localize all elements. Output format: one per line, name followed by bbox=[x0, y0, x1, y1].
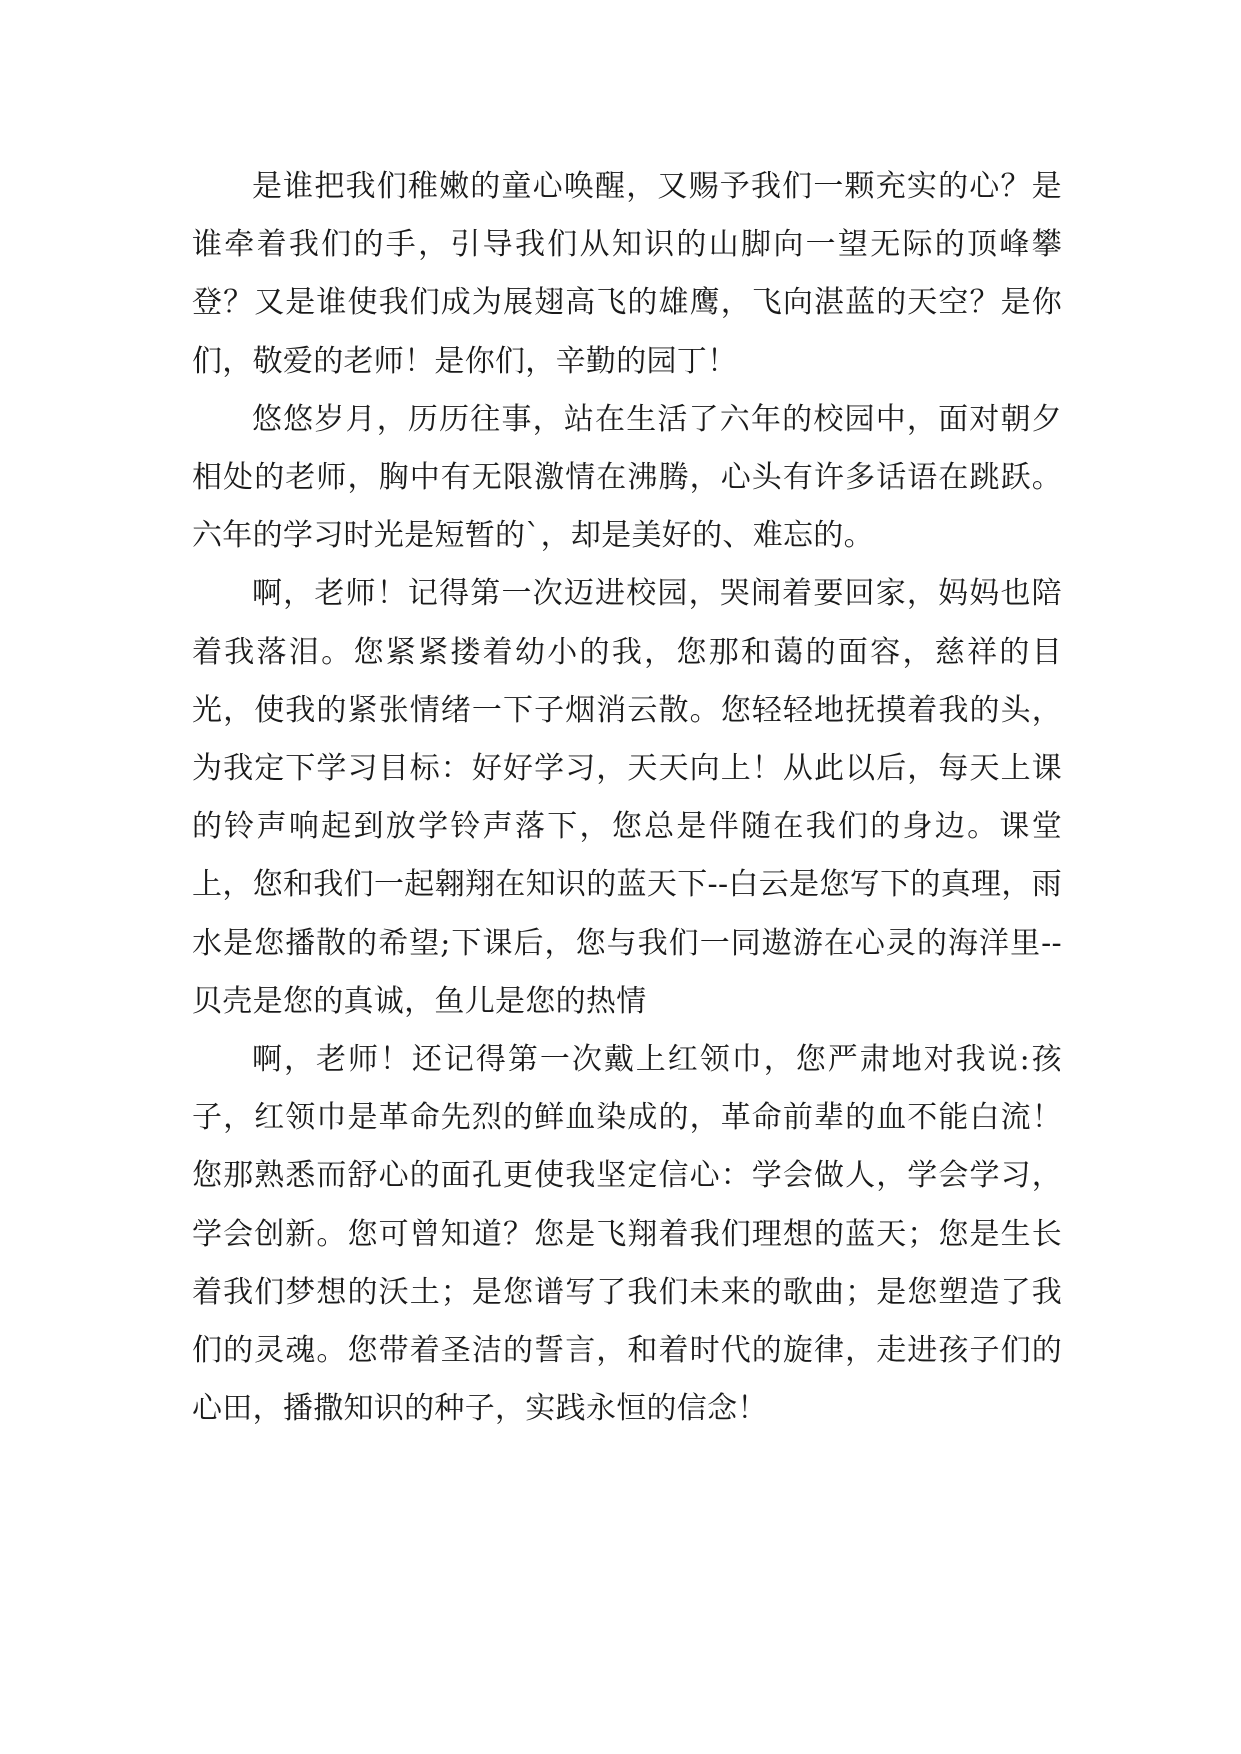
paragraph-3: 啊，老师！记得第一次迈进校园，哭闹着要回家，妈妈也陪着我落泪。您紧紧搂着幼小的我，您那和蔼的面容，慈祥的目光，使我的紧张情绪一下子烟消云散。您轻轻地抚摸着我的头，为我定下学习目标：好好学习，天天向上！从此以后，每天上课的铃声响起到放学铃声落下，您总是伴随在我们的身边。课堂上，您和我们一起翱翔在知识的蓝天下--白云是您写下的真理，雨水是您播散的希望;下课后，您与我们一同遨游在心灵的海洋里--贝壳是您的真诚，鱼儿是您的热情 bbox=[192, 576, 1062, 1019]
paragraph-4: 啊，老师！还记得第一次戴上红领巾，您严肃地对我说:孩子，红领巾是革命先烈的鲜血染成的，革命前辈的血不能白流！您那熟悉而舒心的面孔更使我坚定信心：学会做人，学会学习，学会创新。您可曾知道？您是飞翔着我们理想的蓝天；您是生长着我们梦想的沃土；是您谱写了我们未来的歌曲；是您塑造了我们的灵魂。您带着圣洁的誓言，和着时代的旋律，走进孩子们的心田，播撒知识的种子，实践永恒的信念！ bbox=[192, 1042, 1062, 1427]
paragraph-1: 是谁把我们稚嫩的童心唤醒，又赐予我们一颗充实的心？是谁牵着我们的手，引导我们从知识的山脚向一望无际的顶峰攀登？又是谁使我们成为展翅高飞的雄鹰，飞向湛蓝的天空？是你们，敬爱的老师！是你们，辛勤的园丁！ bbox=[192, 169, 1062, 379]
paragraph-2: 悠悠岁月，历历往事，站在生活了六年的校园中，面对朝夕相处的老师，胸中有无限激情在沸腾，心头有许多话语在跳跃。六年的学习时光是短暂的`，却是美好的、难忘的。 bbox=[192, 401, 1062, 554]
body-text bbox=[192, 158, 1062, 1438]
